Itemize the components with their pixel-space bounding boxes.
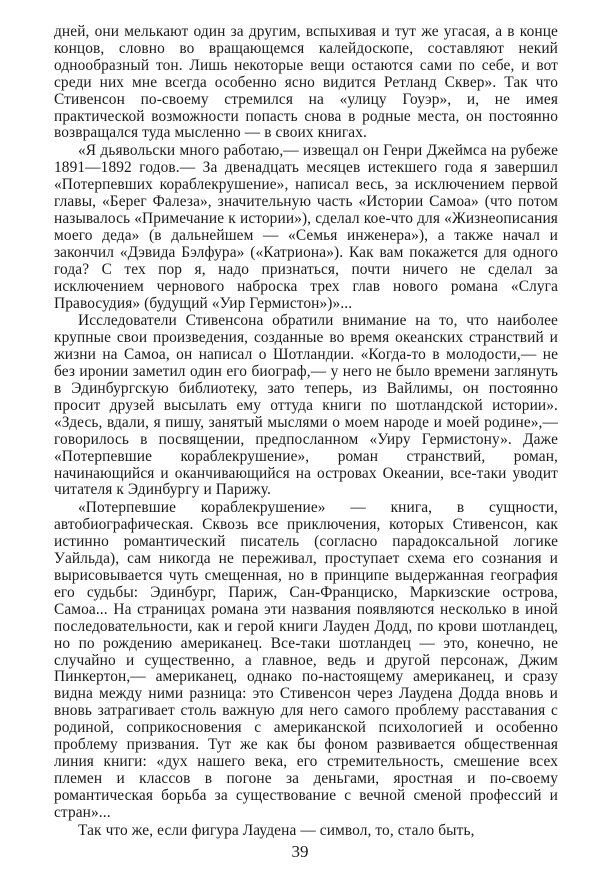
paragraph-3: Исследователи Стивенсона обратили внимание на то, что наиболее крупные свои произведения, созданные во время океанских странствий и жизни на Самоа, он написал о Шотландии. «Когда-то в молодости,— не без иронии заметил один его биограф,— у него не было времени заглянуть в Эдинбургскую библиотеку, зато теперь, из Вайлимы, он постоянно просит друзей высылать ему оттуда книги по шотландской истории». «Здесь, вдали, я пишу, занятый мыслями о моем народе и моей родине»,— говорилось в посвящении, предпосланном «Уиру Гермистону». Даже «Потерпевшие кораблекрушение», роман странствий, роман, начинающийся и оканчивающийся на островах Океании, все-таки уводит читателя к Эдинбургу и Парижу. (54, 312, 558, 499)
paragraph-1: дней, они мелькают один за другим, вспыхивая и тут же угасая, а в конце концов, словно во вращающемся калейдоскопе, составляют некий однообразный тон. Лишь некоторые вещи остаются сами по себе, и вот среди них мне всегда особенно ясно видится Ретланд Сквер». Так что Стивенсон по-своему стремился на «улицу Гоуэр», и, не имея практической возможности попасть снова в родные места, он постоянно возвращался туда мысленно — в своих книгах. (54, 23, 558, 142)
page-body (54, 24, 558, 840)
paragraph-2: «Я дьявольски много работаю,— извещал он Генри Джеймса на рубеже 1891—1892 годов.— За двенадцать месяцев истекшего года я завершил «Потерпевших кораблекрушение», написал весь, за исключением первой главы, «Берег Фалеза», значительную часть «Истории Самоа» (что потом называлось «Примечание к истории»), сделал кое-что для «Жизнеописания моего деда» (в дальнейшем — «Семья инженера»), а также начал и закончил «Дэвида Бэлфура» («Катриона»). Как вам покажется для одного года? С тех пор я, надо признаться, почти ничего не сделал за исключением чернового наброска трех глав нового романа «Слуга Правосудия» (будущий «Уир Гермистон»)»... (54, 142, 558, 312)
page-number: 39 (291, 842, 309, 861)
paragraph-4: «Потерпевшие кораблекрушение» — книга, в сущности, автобиографическая. Сквозь все приключения, которых Стивенсон, как истинно романтический писатель (согласно парадоксальной логике Уайльда), сам никогда не переживал, проступает схема его сознания и вырисовывается чуть смещенная, но в принципе выдержанная география его судьбы: Эдинбург, Париж, Сан-Франциско, Маркизские острова, Самоа... На страницах романа эти названия появляются несколько в иной последовательности, как и герой книги Лауден Додд, по крови шотландец, но по рождению американец. Все-таки шотландец — это, конечно, не случайно и существенно, а главное, ведь и другой персонаж, Джим Пинкертон,— американец, однако по-настоящему американец, и сразу видна между ними разница: это Стивенсон через Лаудена Додда вновь и вновь затрагивает столь важную для него самого проблему расставания с родиной, соприкосновения с американской психологией и особенно проблему призвания. Тут же как бы фоном развивается общественная линия книги: «дух нашего века, его стремительность, смешение всех племен и классов в погоне за деньгами, яростная и по-своему романтическая борьба за существование с вечной сменой профессий и стран»... (54, 499, 558, 821)
paragraph-5: Так что же, если фигура Лаудена — символ, то, стало быть, (78, 821, 475, 839)
